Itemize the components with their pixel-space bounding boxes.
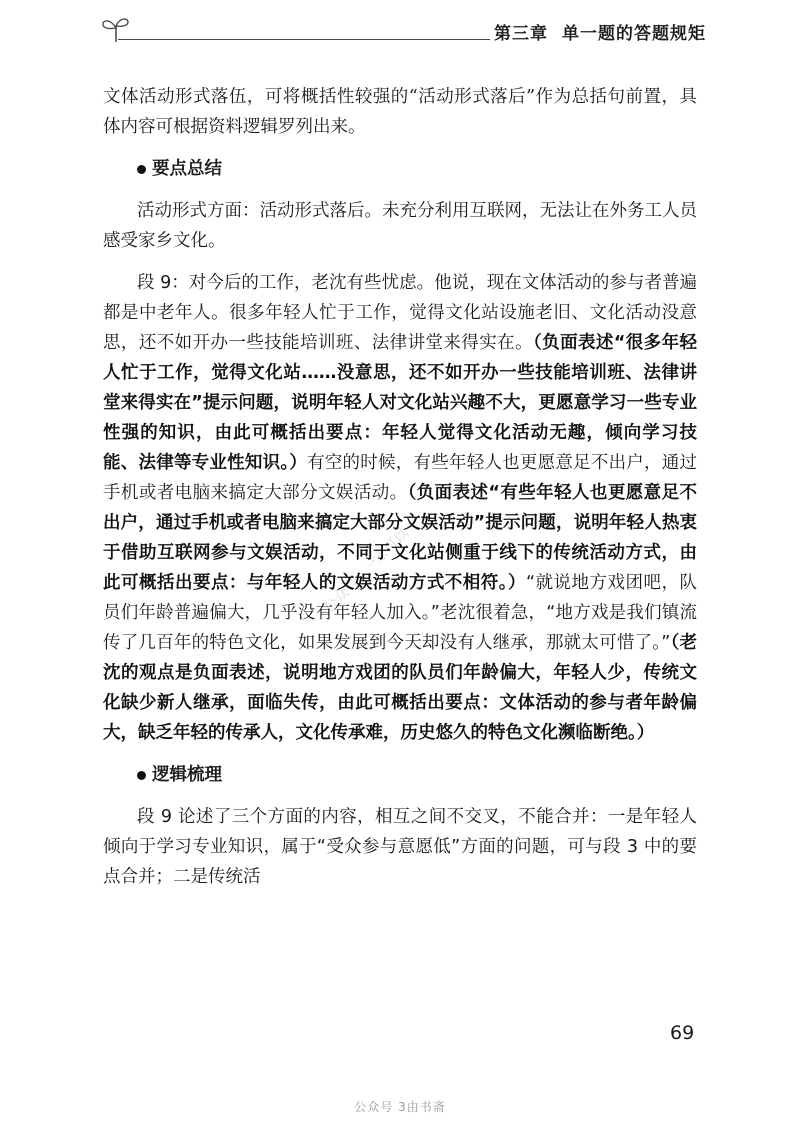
- watermark: 公众号：一家可以: [321, 525, 412, 616]
- paragraph-logic: 段 9 论述了三个方面的内容，相互之间不交叉，不能合并：一是年轻人倾向于学习专业知识，属于“受众参与意愿低”方面的问题，可与段 3 中的要点合并；二是传统活: [103, 807, 697, 887]
- page-number: 69: [670, 1022, 695, 1044]
- paragraph-9: [103, 268, 697, 748]
- para9-text-d: “就说地方戏团吧，队员们年龄普遍偏大，几乎没有年轻人加入。”老沈很着急，“地方戏是我们镇流传了几百年的特色文化，如果发展到今天却没有人继承，那就太可惜了。”: [103, 573, 697, 653]
- para9-comment-3: （老沈的观点是负面表述，说明地方戏团的队员们年龄偏大，年轻人少，传统文化缺少新人继承，面临失传，由此可概括出要点：文体活动的参与者年龄偏大，缺乏年轻的传承人，文化传承难，历史悠久的特色文化濒临断绝。）: [103, 633, 697, 743]
- paragraph-summary: 活动形式方面：活动形式落后。未充分利用互联网，无法让在外务工人员感受家乡文化。: [103, 201, 697, 251]
- paragraph-intro: 文体活动形式落伍，可将概括性较强的“活动形式落后”作为总括句前置，具体内容可根据资料逻辑罗列出来。: [103, 87, 697, 137]
- heading-logic: [103, 760, 697, 790]
- header-rule: [118, 39, 490, 40]
- heading-summary-label: 要点总结: [152, 159, 222, 179]
- heading-logic-label: 逻辑梳理: [152, 765, 222, 785]
- footer-watermark: 公众号 3由书斋: [354, 1100, 446, 1114]
- bullet-icon: [137, 165, 146, 174]
- para9-text-b: 有空的时候，有些年轻人也更愿意足不出户，通过手机或者电脑来搞定大部分文娱活动。: [103, 453, 698, 503]
- bullet-icon: [137, 771, 146, 780]
- chapter-title: 单一题的答题规矩: [562, 24, 706, 44]
- running-head: [494, 19, 706, 44]
- para9-text-a: 段 9：对今后的工作，老沈有些忧虑。他说，现在文体活动的参与者普遍都是中老年人。很多年轻人忙于工作，觉得文化站设施老旧、文化活动没意思，还不如开办一些技能培训班、法律讲堂来得实在。: [103, 273, 697, 353]
- para9-comment-2: （负面表述“有些年轻人也更愿意足不出户，通过手机或者电脑来搞定大部分文娱活动”提示问题，说明年轻人热衷于借助互联网参与文娱活动，不同于文化站侧重于线下的传统活动方式，由此可概括出要点：与年轻人的文娱活动方式不相符。）: [103, 483, 697, 593]
- page-header: [0, 0, 800, 60]
- page-body: [103, 82, 697, 892]
- chapter-label: 第三章: [494, 24, 548, 44]
- para9-comment-1: （负面表述“很多年轻人忙于工作，觉得文化站……没意思，还不如开办一些技能培训班、法律讲堂来得实在”提示问题，说明年轻人对文化站兴趣不大，更愿意学习一些专业性强的知识，由此可概括出要点：年轻人觉得文化活动无趣，倾向学习技能、法律等专业性知识。）: [103, 333, 697, 473]
- heading-summary: [103, 154, 697, 184]
